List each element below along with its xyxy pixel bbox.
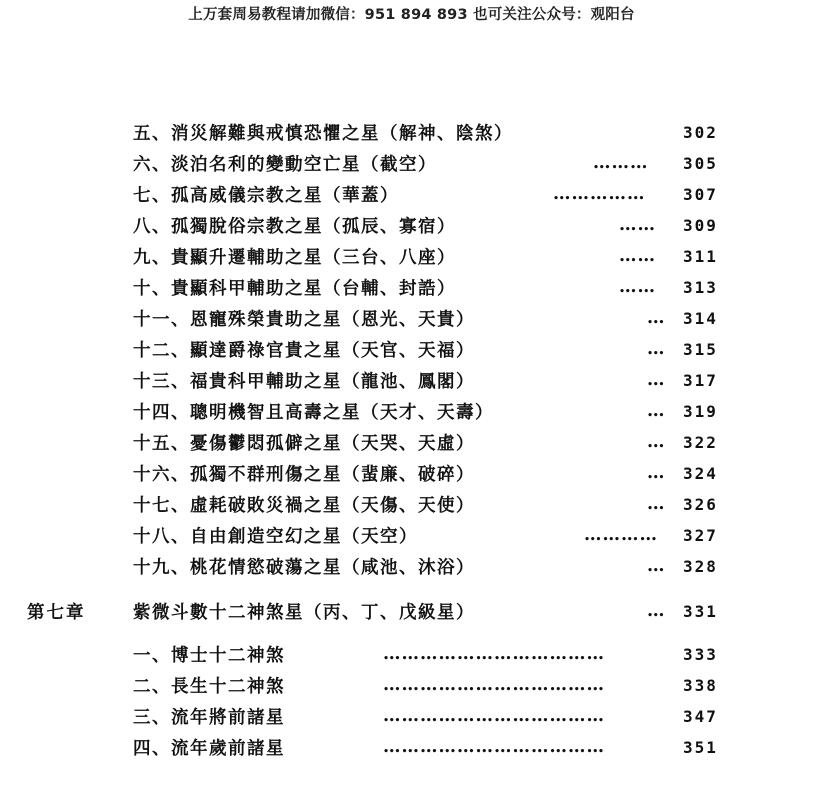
toc-dot-leader: ……: [619, 277, 656, 297]
toc-entry-page-number: 317: [683, 370, 718, 390]
toc-dot-leader: ……: [619, 215, 656, 235]
toc-entry-page-number: 305: [683, 153, 718, 173]
toc-dot-leader: ………: [593, 153, 649, 173]
toc-entry-page-number: 313: [683, 277, 718, 297]
toc-entry-title: 一、博士十二神煞: [133, 645, 285, 666]
toc-entry-title: 六、淡泊名利的變動空亡星（截空）: [133, 154, 437, 175]
page-header-watermark: 上万套周易教程请加微信：951 894 893 也可关注公众号：观阳台: [188, 7, 635, 23]
toc-entry: [0, 703, 823, 729]
toc-entry-title: 二、長生十二神煞: [133, 676, 285, 697]
toc-dot-leader: ……: [619, 246, 656, 266]
toc-entry-page-number: 302: [683, 122, 718, 142]
toc-entry-title: 十七、虛耗破敗災禍之星（天傷、天使）: [133, 495, 475, 516]
toc-dot-leader: ………………………………: [383, 706, 605, 726]
toc-entry: [0, 553, 823, 579]
toc-entry-title: 十五、憂傷鬱悶孤僻之星（天哭、天虛）: [133, 433, 475, 454]
chapter-page-number: 331: [683, 601, 718, 621]
toc-entry: [0, 305, 823, 331]
toc-entry: [0, 367, 823, 393]
toc-entry-page-number: 327: [683, 525, 718, 545]
toc-dot-leader: ……………: [553, 184, 646, 204]
toc-entry-title: 八、孤獨脫俗宗教之星（孤辰、寡宿）: [133, 216, 456, 237]
toc-entry-page-number: 347: [683, 706, 718, 726]
toc-chapter-7: [0, 598, 823, 624]
toc-entry-title: 十一、恩寵殊榮貴助之星（恩光、天貴）: [133, 309, 475, 330]
toc-entry: [0, 119, 823, 145]
toc-entry-page-number: 328: [683, 556, 718, 576]
toc-entry: [0, 672, 823, 698]
toc-dot-leader: ………………………………: [383, 675, 605, 695]
chapter-title: 紫微斗數十二神煞星（丙、丁、戊級星）: [133, 602, 475, 623]
toc-entry-page-number: 351: [683, 737, 718, 757]
toc-dot-leader: …: [647, 601, 666, 621]
toc-entry-title: 九、貴顯升遷輔助之星（三台、八座）: [133, 247, 456, 268]
toc-entry-page-number: 333: [683, 644, 718, 664]
toc-entry-page-number: 307: [683, 184, 718, 204]
toc-entry-page-number: 311: [683, 246, 718, 266]
toc-dot-leader: …: [647, 370, 666, 390]
toc-entry: [0, 274, 823, 300]
toc-entry: [0, 150, 823, 176]
toc-dot-leader: …: [647, 556, 666, 576]
toc-entry: [0, 460, 823, 486]
toc-dot-leader: ………………………………: [383, 644, 605, 664]
toc-entry-page-number: 338: [683, 675, 718, 695]
toc-entry-title: 十八、自由創造空幻之星（天空）: [133, 526, 418, 547]
toc-entry-title: 五、消災解難與戒慎恐懼之星（解神、陰煞）: [133, 123, 513, 144]
toc-dot-leader: …: [647, 432, 666, 452]
toc-entry-page-number: 326: [683, 494, 718, 514]
toc-entry-title: 十九、桃花情慾破蕩之星（咸池、沐浴）: [133, 557, 475, 578]
toc-entry-page-number: 324: [683, 463, 718, 483]
toc-entry: [0, 734, 823, 760]
toc-entry: [0, 398, 823, 424]
toc-entry-title: 十二、顯達爵祿官貴之星（天官、天福）: [133, 340, 475, 361]
toc-entry-page-number: 314: [683, 308, 718, 328]
toc-entry: [0, 336, 823, 362]
toc-entry-title: 十六、孤獨不群刑傷之星（蜚廉、破碎）: [133, 464, 475, 485]
toc-entry-page-number: 315: [683, 339, 718, 359]
toc-entry-title: 十三、福貴科甲輔助之星（龍池、鳳閣）: [133, 371, 475, 392]
toc-entry: [0, 243, 823, 269]
toc-dot-leader: …: [647, 494, 666, 514]
toc-dot-leader: …: [647, 463, 666, 483]
toc-dot-leader: …: [647, 339, 666, 359]
toc-dot-leader: …: [647, 401, 666, 421]
toc-entry: [0, 181, 823, 207]
toc-entry-page-number: 322: [683, 432, 718, 452]
toc-entry: [0, 522, 823, 548]
toc-entry: [0, 491, 823, 517]
toc-entry-title: 三、流年將前諸星: [133, 707, 285, 728]
toc-entry: [0, 429, 823, 455]
toc-entry: [0, 212, 823, 238]
toc-dot-leader: …………: [584, 525, 658, 545]
chapter-number: 第七章: [27, 602, 86, 623]
toc-dot-leader: …: [647, 308, 666, 328]
toc-dot-leader: ………………………………: [383, 737, 605, 757]
toc-entry-page-number: 319: [683, 401, 718, 421]
toc-entry-title: 四、流年歲前諸星: [133, 738, 285, 759]
toc-entry-title: 七、孤高威儀宗教之星（華蓋）: [133, 185, 399, 206]
toc-entry-page-number: 309: [683, 215, 718, 235]
toc-entry-title: 十四、聰明機智且高壽之星（天才、天壽）: [133, 402, 494, 423]
toc-entry: [0, 641, 823, 667]
toc-entry-title: 十、貴顯科甲輔助之星（台輔、封誥）: [133, 278, 456, 299]
